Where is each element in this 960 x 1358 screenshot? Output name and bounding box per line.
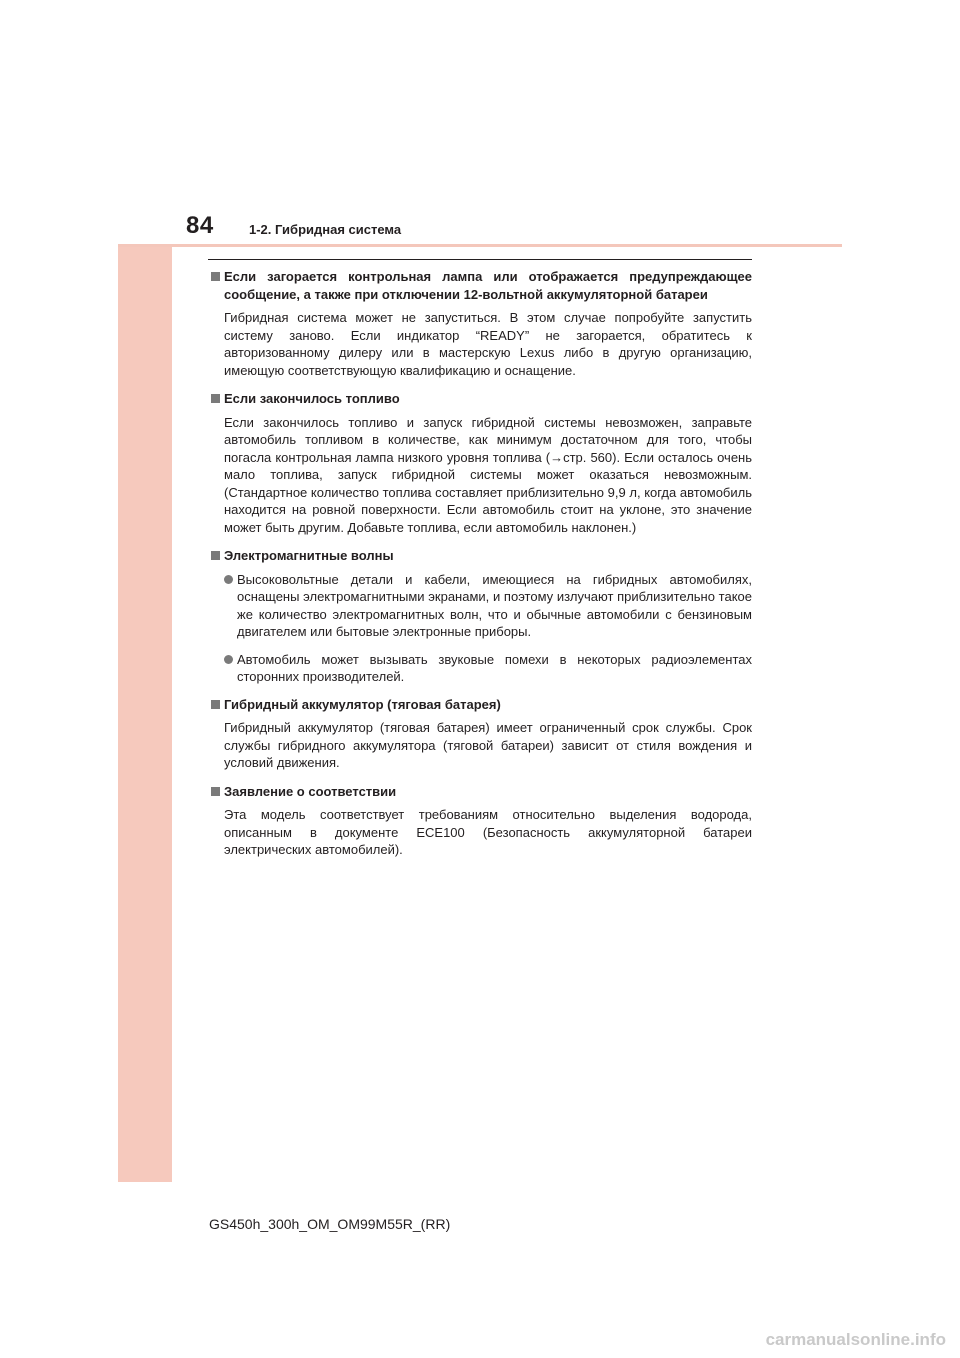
section-paragraph: Гибридная система может не запуститься. В этом случае попробуйте запустить систему заново. Если индикатор “READY” не загорается, обратитесь к авторизованному дилеру или в мастерскую Lexus либо в другую организацию, имеющую соответствующую квалификацию и оснащение. bbox=[224, 310, 752, 378]
bullet-text: Высоковольтные детали и кабели, имеющиеся на гибридных автомобилях, оснащены электромагнитными экранами, и поэтому излучают приблизительно такое же количество электромагнитных волн, что и обычные автомобили с бензиновым двигателем или бытовые электронные приборы. bbox=[237, 571, 752, 639]
section-electromagnetic-waves bbox=[209, 547, 752, 686]
section-heading bbox=[209, 696, 752, 714]
watermark: carmanualsonline.info bbox=[765, 1330, 946, 1349]
square-bullet-icon bbox=[211, 551, 220, 560]
section-heading bbox=[209, 783, 752, 801]
section-declaration-of-conformity bbox=[209, 783, 752, 859]
page-header-band bbox=[118, 176, 842, 247]
square-bullet-icon bbox=[211, 394, 220, 403]
circle-bullet-icon bbox=[224, 575, 233, 584]
section-paragraph: Гибридный аккумулятор (тяговая батарея) имеет ограниченный срок службы. Срок службы гибридного аккумулятора (тяговой батареи) зависит от стиля вождения и условий движения. bbox=[224, 720, 752, 770]
section-hybrid-battery bbox=[209, 696, 752, 772]
heading-text: Электромагнитные волны bbox=[224, 548, 394, 563]
page-number: 84 bbox=[186, 212, 214, 239]
section-warning-light bbox=[209, 268, 752, 379]
square-bullet-icon bbox=[211, 700, 220, 709]
section-paragraph: Эта модель соответствует требованиям относительно выделения водорода, описанным в документе ECE100 (Безопасность аккумуляторной батареи электрических автомобилей). bbox=[224, 807, 752, 857]
square-bullet-icon bbox=[211, 787, 220, 796]
circle-bullet-icon bbox=[224, 655, 233, 664]
section-paragraph: Если закончилось топливо и запуск гибридной системы невозможен, заправьте автомобиль топливом в количестве, как минимум достаточном для того, чтобы погасла контрольная лампа низкого уровня топлива (→стр. 560). Если осталось очень мало топлива, запуск гибридной системы может оказаться невозможным. (Стандартное количество топлива составляет приблизительно 9,9 л, когда автомобиль находится на ровной поверхности. Если автомобиль стоит на уклоне, это значение может быть другим. Добавьте топлива, если автомобиль наклонен.) bbox=[224, 414, 752, 535]
section-heading bbox=[209, 390, 752, 408]
page-content bbox=[209, 268, 752, 870]
section-out-of-fuel bbox=[209, 390, 752, 536]
section-heading bbox=[209, 547, 752, 565]
bullet-text: Автомобиль может вызывать звуковые помехи в некоторых радиоэлементах сторонних производителей. bbox=[237, 651, 752, 684]
document-code: GS450h_300h_OM_OM99M55R_(RR) bbox=[209, 1216, 451, 1232]
heading-text: Заявление о соответствии bbox=[224, 783, 397, 799]
heading-text: Если закончилось топливо bbox=[224, 391, 400, 406]
content-top-rule bbox=[208, 259, 752, 260]
list-item bbox=[209, 651, 752, 686]
square-bullet-icon bbox=[211, 272, 220, 281]
heading-text: Если загорается контрольная лампа или отображается предупреждающее сообщение, а также при отключении 12-вольтной аккумуляторной батареи bbox=[224, 269, 752, 302]
chapter-side-tab bbox=[118, 176, 172, 1182]
heading-text: Гибридный аккумулятор (тяговая батарея) bbox=[224, 696, 501, 712]
list-item bbox=[209, 571, 752, 641]
section-title: 1-2. Гибридная система bbox=[249, 222, 402, 237]
section-heading bbox=[209, 268, 752, 303]
